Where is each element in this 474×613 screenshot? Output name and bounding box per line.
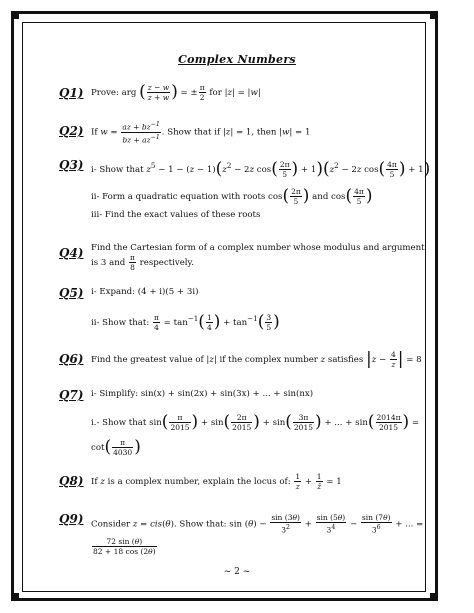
question-label: Q2) [59, 124, 84, 138]
question-label: Q8) [59, 474, 84, 488]
question-text: i- Expand: (4 + i)(5 + 3i) [91, 287, 199, 297]
question-label: Q5) [59, 286, 84, 300]
question-label: Q9) [59, 512, 84, 526]
border-corner [430, 11, 438, 19]
question-label: Q7) [59, 388, 84, 402]
question-label: Q6) [59, 352, 84, 366]
question-text: If w = $\frac{az + bz^{-1}}{bz + az^{-1}}$ . Show that if |z| = 1, then |w| = 1 [91, 121, 311, 144]
question-label: Q4) [59, 246, 84, 260]
question-text: Consider z = cis(θ). Show that: sin (θ) − $\frac{\sin (3\theta)}{3^2}$ + $\frac{\sin (5\theta)}{3^4}$ − $\frac{\sin (7\theta)}{3^6}$ + ... = [91, 513, 424, 535]
question-text: i- Show that $z^5 - 1 - (z - 1)(z^2 - 2z$ cos( $\frac{2\pi}{5}$ ) + $1)(z^2 - 2z$ cos( $\frac{4\pi}{5}$ ) + 1) [91, 159, 431, 179]
page-title: Complex Numbers [178, 53, 296, 66]
page-border-inner [22, 22, 426, 592]
question-text: ii- Show that: $\frac{\pi}{4}$ = $\tan^{-1}$( $\frac{1}{4}$ ) + $\tan^{-1}$( $\frac{3}{5}$ ) [91, 312, 280, 332]
question-text: is 3 and $\frac{\pi}{8}$ respectively. [91, 253, 194, 272]
question-text: cot( $\frac{\pi}{4030}$ ) [91, 437, 141, 457]
question-label: Q3) [59, 158, 84, 172]
question-text: Find the Cartesian form of a complex number whose modulus and argument [91, 243, 425, 253]
border-corner [11, 11, 19, 19]
question-text: Prove: arg ( $\frac{z - w}{z + w}$ ) = ± $\frac{\pi}{2}$ for |z| = |w| [91, 82, 261, 102]
question-text: i- Simplify: sin(x) + sin(2x) + sin(3x) + ... + sin(nx) [91, 389, 314, 399]
question-label: Q1) [59, 86, 84, 100]
border-corner [11, 593, 19, 601]
question-text: Find the greatest value of |z| if the complex number z satisfies |z − $\frac{4}{z}$ | = 8 [91, 349, 422, 369]
question-text: If z is a complex number, explain the locus of: $\frac{1}{z}$ + $\frac{1}{z̄}$ = 1 [91, 472, 342, 491]
question-text: ii- Form a quadratic equation with roots cos( $\frac{2\pi}{5}$ ) and cos( $\frac{4\pi}{5}$ ) [91, 186, 373, 206]
border-corner [430, 593, 438, 601]
question-text: i.- Show that sin( $\frac{\pi}{2015}$ ) + sin( $\frac{2\pi}{2015}$ ) + sin( $\frac{3\pi}{2015}$ ) + ... + sin( $\frac{2014\pi}{2015}$ ) = [91, 412, 420, 432]
question-text: $\frac{72 \sin (\theta)}{82 + 18 \cos (2\theta)}$ [93, 537, 156, 556]
page-number: ~ 2 ~ [223, 567, 251, 577]
question-text: iii- Find the exact values of these roots [91, 210, 261, 220]
